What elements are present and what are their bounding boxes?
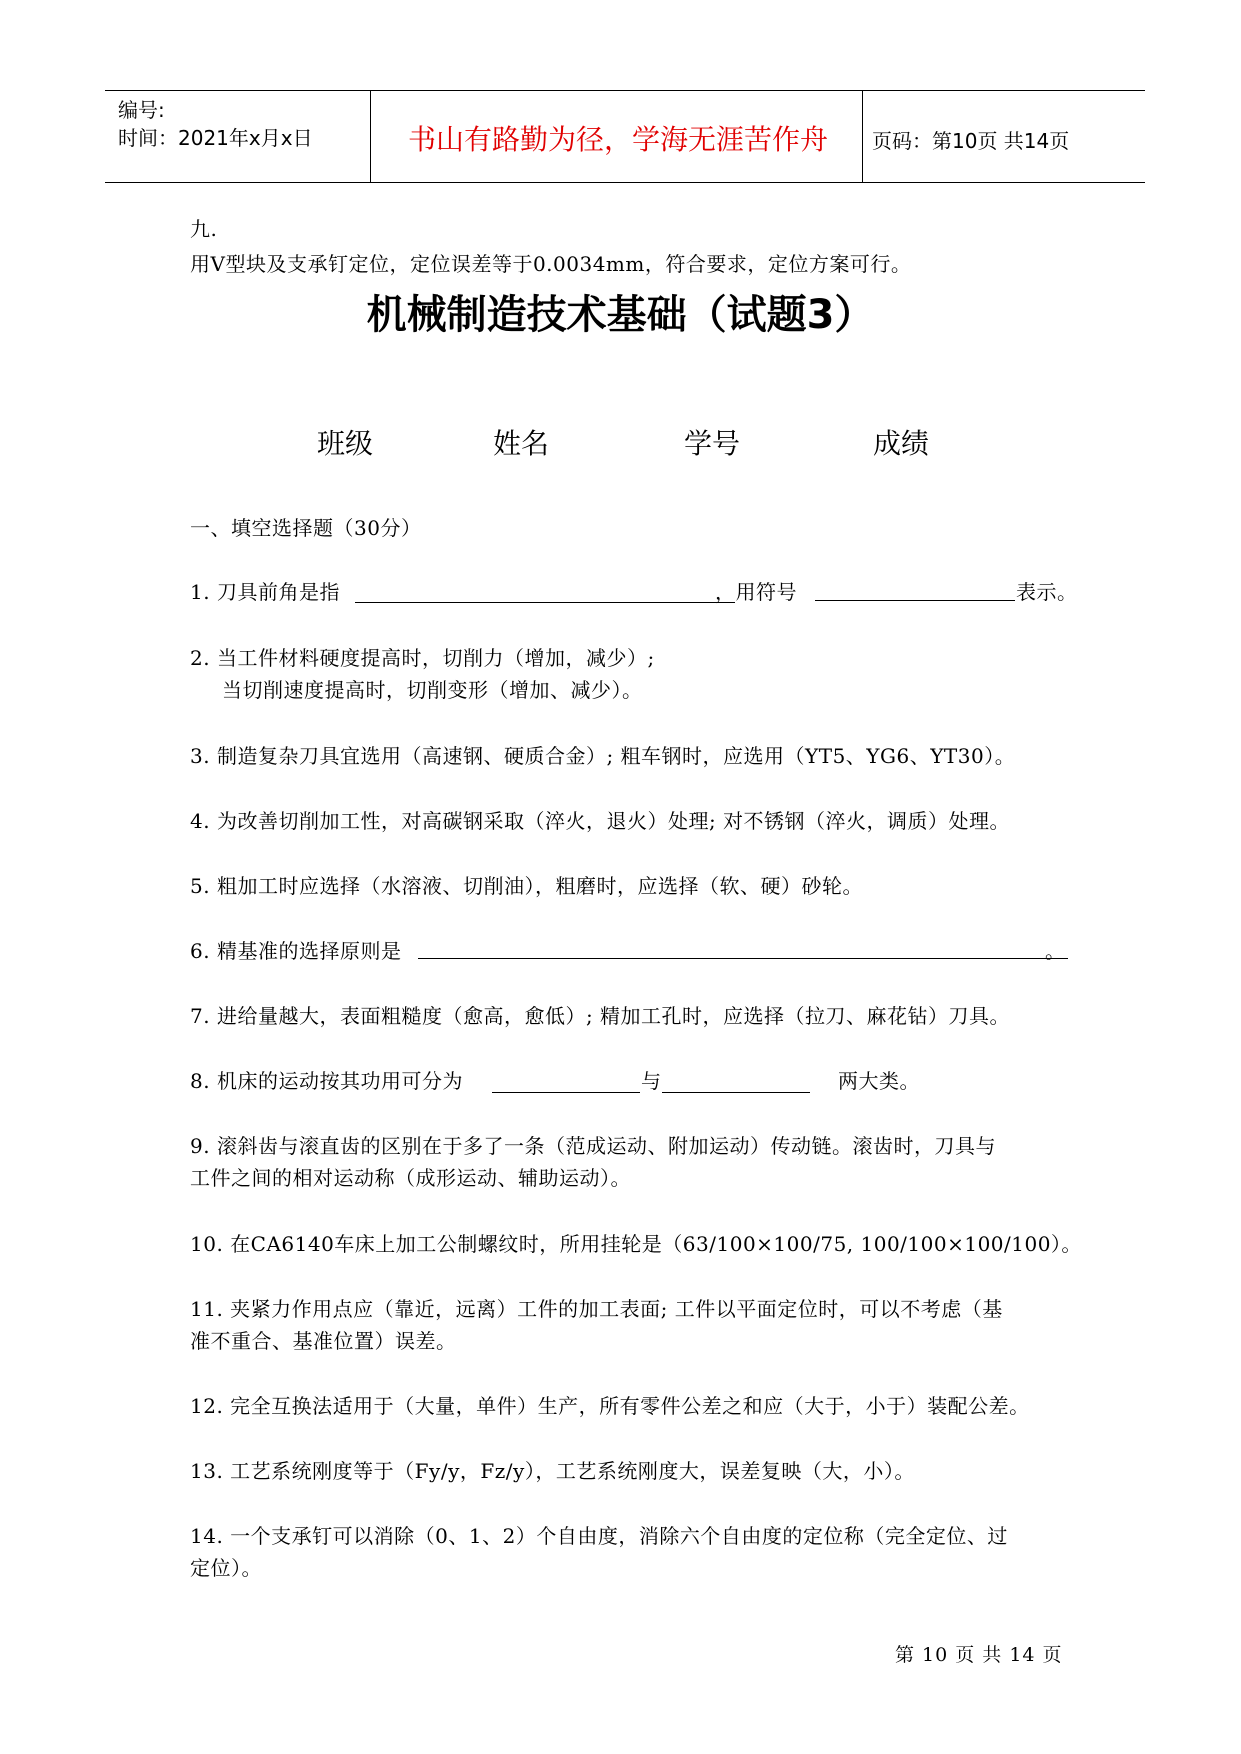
- q6-text-end: 。: [1045, 939, 1066, 963]
- q1-blank-1[interactable]: [355, 602, 735, 603]
- q2-line-2: 当切削速度提高时，切削变形（增加、减少）。: [222, 678, 643, 702]
- q12-text: 12. 完全互换法适用于（大量，单件）生产，所有零件公差之和应（大于，小于）装配公差。: [190, 1394, 1030, 1418]
- q2-line-1: 2. 当工件材料硬度提高时，切削力（增加，减少）;: [190, 646, 655, 670]
- q11-line-1: 11. 夹紧力作用点应（靠近，远离）工件的加工表面; 工件以平面定位时，可以不考虑（基: [190, 1297, 1003, 1321]
- q8-text-end: 两大类。: [838, 1069, 920, 1093]
- header-bottom-rule: [105, 182, 1145, 183]
- header-time: 时间：2021年x月x日: [118, 126, 313, 150]
- q3-text: 3. 制造复杂刀具宜选用（高速钢、硬质合金）; 粗车钢时，应选用（YT5、YG6、YT30）。: [190, 744, 1016, 768]
- q8-text-start: 8. 机床的运动按其功用可分为: [190, 1069, 463, 1093]
- q7-text: 7. 进给量越大，表面粗糙度（愈高，愈低）; 精加工孔时，应选择（拉刀、麻花钻）刀具。: [190, 1004, 1011, 1028]
- q6-text-start: 6. 精基准的选择原则是: [190, 939, 402, 963]
- q13-text: 13. 工艺系统刚度等于（Fy/y，Fz/y），工艺系统刚度大，误差复映（大，小）。: [190, 1459, 915, 1483]
- page-footer: 第 10 页 共 14 页: [895, 1644, 1063, 1666]
- prev-section-heading: 九.: [190, 217, 218, 241]
- q8-blank-1[interactable]: [492, 1092, 640, 1093]
- q14-line-1: 14. 一个支承钉可以消除（0、1、2）个自由度，消除六个自由度的定位称（完全定位、过: [190, 1524, 1008, 1548]
- q11-line-2: 准不重合、基准位置）误差。: [190, 1329, 457, 1353]
- q1-text-start: 1. 刀具前角是指: [190, 580, 340, 604]
- q6-blank[interactable]: [418, 958, 1068, 959]
- header-motto: 书山有路勤为径，学海无涯苦作舟: [407, 123, 828, 156]
- header-top-rule: [105, 90, 1145, 91]
- header-number: 编号:: [118, 98, 165, 122]
- q8-blank-2[interactable]: [662, 1092, 810, 1093]
- exam-title: 机械制造技术基础（试题3）: [366, 292, 875, 338]
- q9-line-2: 工件之间的相对运动称（成形运动、辅助运动）。: [190, 1166, 631, 1190]
- q8-text-mid: 与: [641, 1069, 662, 1093]
- field-name: 姓名: [493, 427, 550, 460]
- field-score: 成绩: [873, 427, 930, 460]
- q9-line-1: 9. 滚斜齿与滚直齿的区别在于多了一条（范成运动、附加运动）传动链。滚齿时，刀具与: [190, 1134, 996, 1158]
- field-student-id: 学号: [684, 427, 741, 460]
- field-class: 班级: [317, 427, 374, 460]
- header-divider-1: [370, 90, 371, 183]
- header-page-number: 页码：第10页 共14页: [872, 129, 1070, 153]
- q5-text: 5. 粗加工时应选择（水溶液、切削油），粗磨时，应选择（软、硬）砂轮。: [190, 874, 863, 898]
- section-heading: 一、填空选择题（30分）: [190, 516, 422, 540]
- q4-text: 4. 为改善切削加工性，对高碳钢采取（淬火，退火）处理; 对不锈钢（淬火，调质）处理。: [190, 809, 1011, 833]
- q10-text: 10. 在CA6140车床上加工公制螺纹时，所用挂轮是（63/100×100/75, 100/100×100/100）。: [190, 1232, 1082, 1256]
- q14-line-2: 定位）。: [190, 1556, 262, 1580]
- q1-text-end: 表示。: [1016, 580, 1078, 604]
- q1-text-mid: ，用符号: [715, 580, 797, 604]
- q1-blank-2[interactable]: [815, 600, 1015, 601]
- prev-section-answer: 用V型块及支承钉定位，定位误差等于0.0034mm，符合要求，定位方案可行。: [190, 252, 912, 276]
